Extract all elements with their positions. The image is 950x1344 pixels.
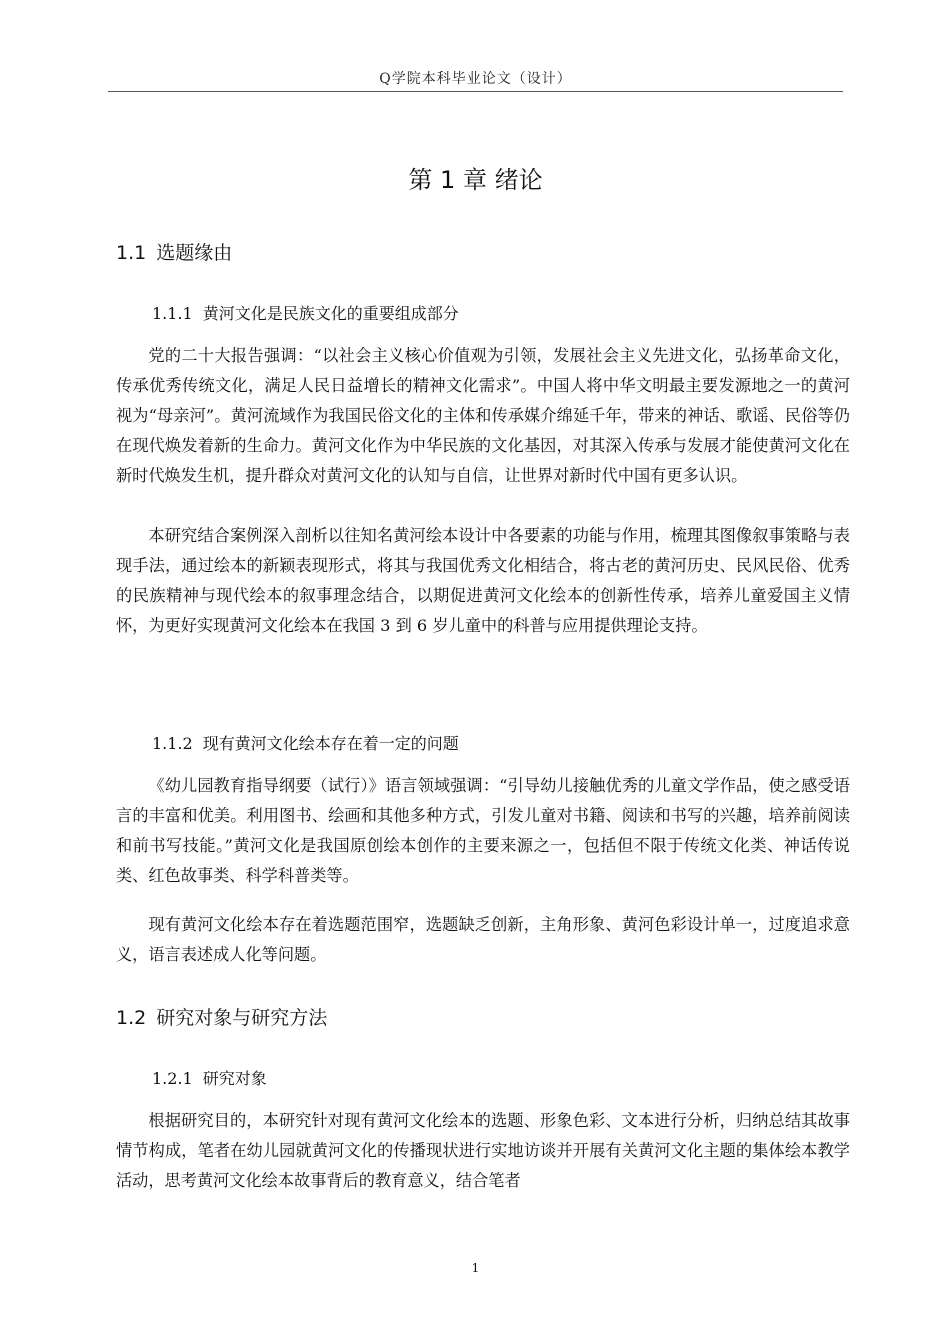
body-paragraph: 党的二十大报告强调：“以社会主义核心价值观为引领，发展社会主义先进文化，弘扬革命文化，传承优秀传统文化，满足人民日益增长的精神文化需求”。中国人将中华文明最主要发源地之一的黄河视为“母亲河”。黄河流域作为我国民俗文化的主体和传承媒介绵延千年，带来的神话、歌谣、民俗等仍在现代焕发着新的生命力。黄河文化作为中华民族的文化基因，对其深入传承与发展才能使黄河文化在新时代焕发生机，提升群众对黄河文化的认知与自信，让世界对新时代中国有更多认识。 <box>116 346 850 485</box>
subsection-number: 1.2.1 <box>152 1069 193 1088</box>
section-heading <box>116 1003 327 1030</box>
subsection-heading <box>152 1066 267 1089</box>
subsection-heading <box>152 301 459 324</box>
body-paragraph: 现有黄河文化绘本存在着选题范围窄，选题缺乏创新，主角形象、黄河色彩设计单一，过度追求意义，语言表述成人化等问题。 <box>116 915 850 964</box>
body-paragraph: 本研究结合案例深入剖析以往知名黄河绘本设计中各要素的功能与作用，梳理其图像叙事策略与表现手法，通过绘本的新颖表现形式，将其与我国优秀文化相结合，将古老的黄河历史、民风民俗、优秀的民族精神与现代绘本的叙事理念结合，以期促进黄河文化绘本的创新性传承，培养儿童爱国主义情怀，为更好实现黄河文化绘本在我国 3 到 6 岁儿童中的科普与应用提供理论支持。 <box>116 526 850 635</box>
section-number: 1.2 <box>116 1007 147 1029</box>
section-number: 1.1 <box>116 242 147 264</box>
running-header: Q学院本科毕业论文（设计） <box>379 71 572 87</box>
subsection-title: 研究对象 <box>202 1069 267 1088</box>
body-paragraph: 《幼儿园教育指导纲要（试行）》语言领域强调：“引导幼儿接触优秀的儿童文学作品，使之感受语言的丰富和优美。利用图书、绘画和其他多种方式，引发儿童对书籍、阅读和书写的兴趣，培养前阅读和前书写技能。”黄河文化是我国原创绘本创作的主要来源之一，包括但不限于传统文化类、神话传说类、红色故事类、科学科普类等。 <box>116 776 850 885</box>
subsection-heading <box>152 731 459 754</box>
header-divider <box>108 91 843 92</box>
body-paragraph: 根据研究目的，本研究针对现有黄河文化绘本的选题、形象色彩、文本进行分析，归纳总结其故事情节构成，笔者在幼儿园就黄河文化的传播现状进行实地访谈并开展有关黄河文化主题的集体绘本教学活动，思考黄河文化绘本故事背后的教育意义，结合笔者 <box>116 1111 850 1190</box>
section-heading <box>116 238 232 265</box>
chapter-title: 第 1 章 绪论 <box>408 166 543 194</box>
page-number: 1 <box>471 1261 480 1275</box>
subsection-title: 现有黄河文化绘本存在着一定的问题 <box>202 734 459 753</box>
section-title: 研究对象与研究方法 <box>156 1007 328 1029</box>
section-title: 选题缘由 <box>156 242 233 264</box>
subsection-title: 黄河文化是民族文化的重要组成部分 <box>202 304 459 323</box>
subsection-number: 1.1.2 <box>152 734 193 753</box>
subsection-number: 1.1.1 <box>152 304 193 323</box>
